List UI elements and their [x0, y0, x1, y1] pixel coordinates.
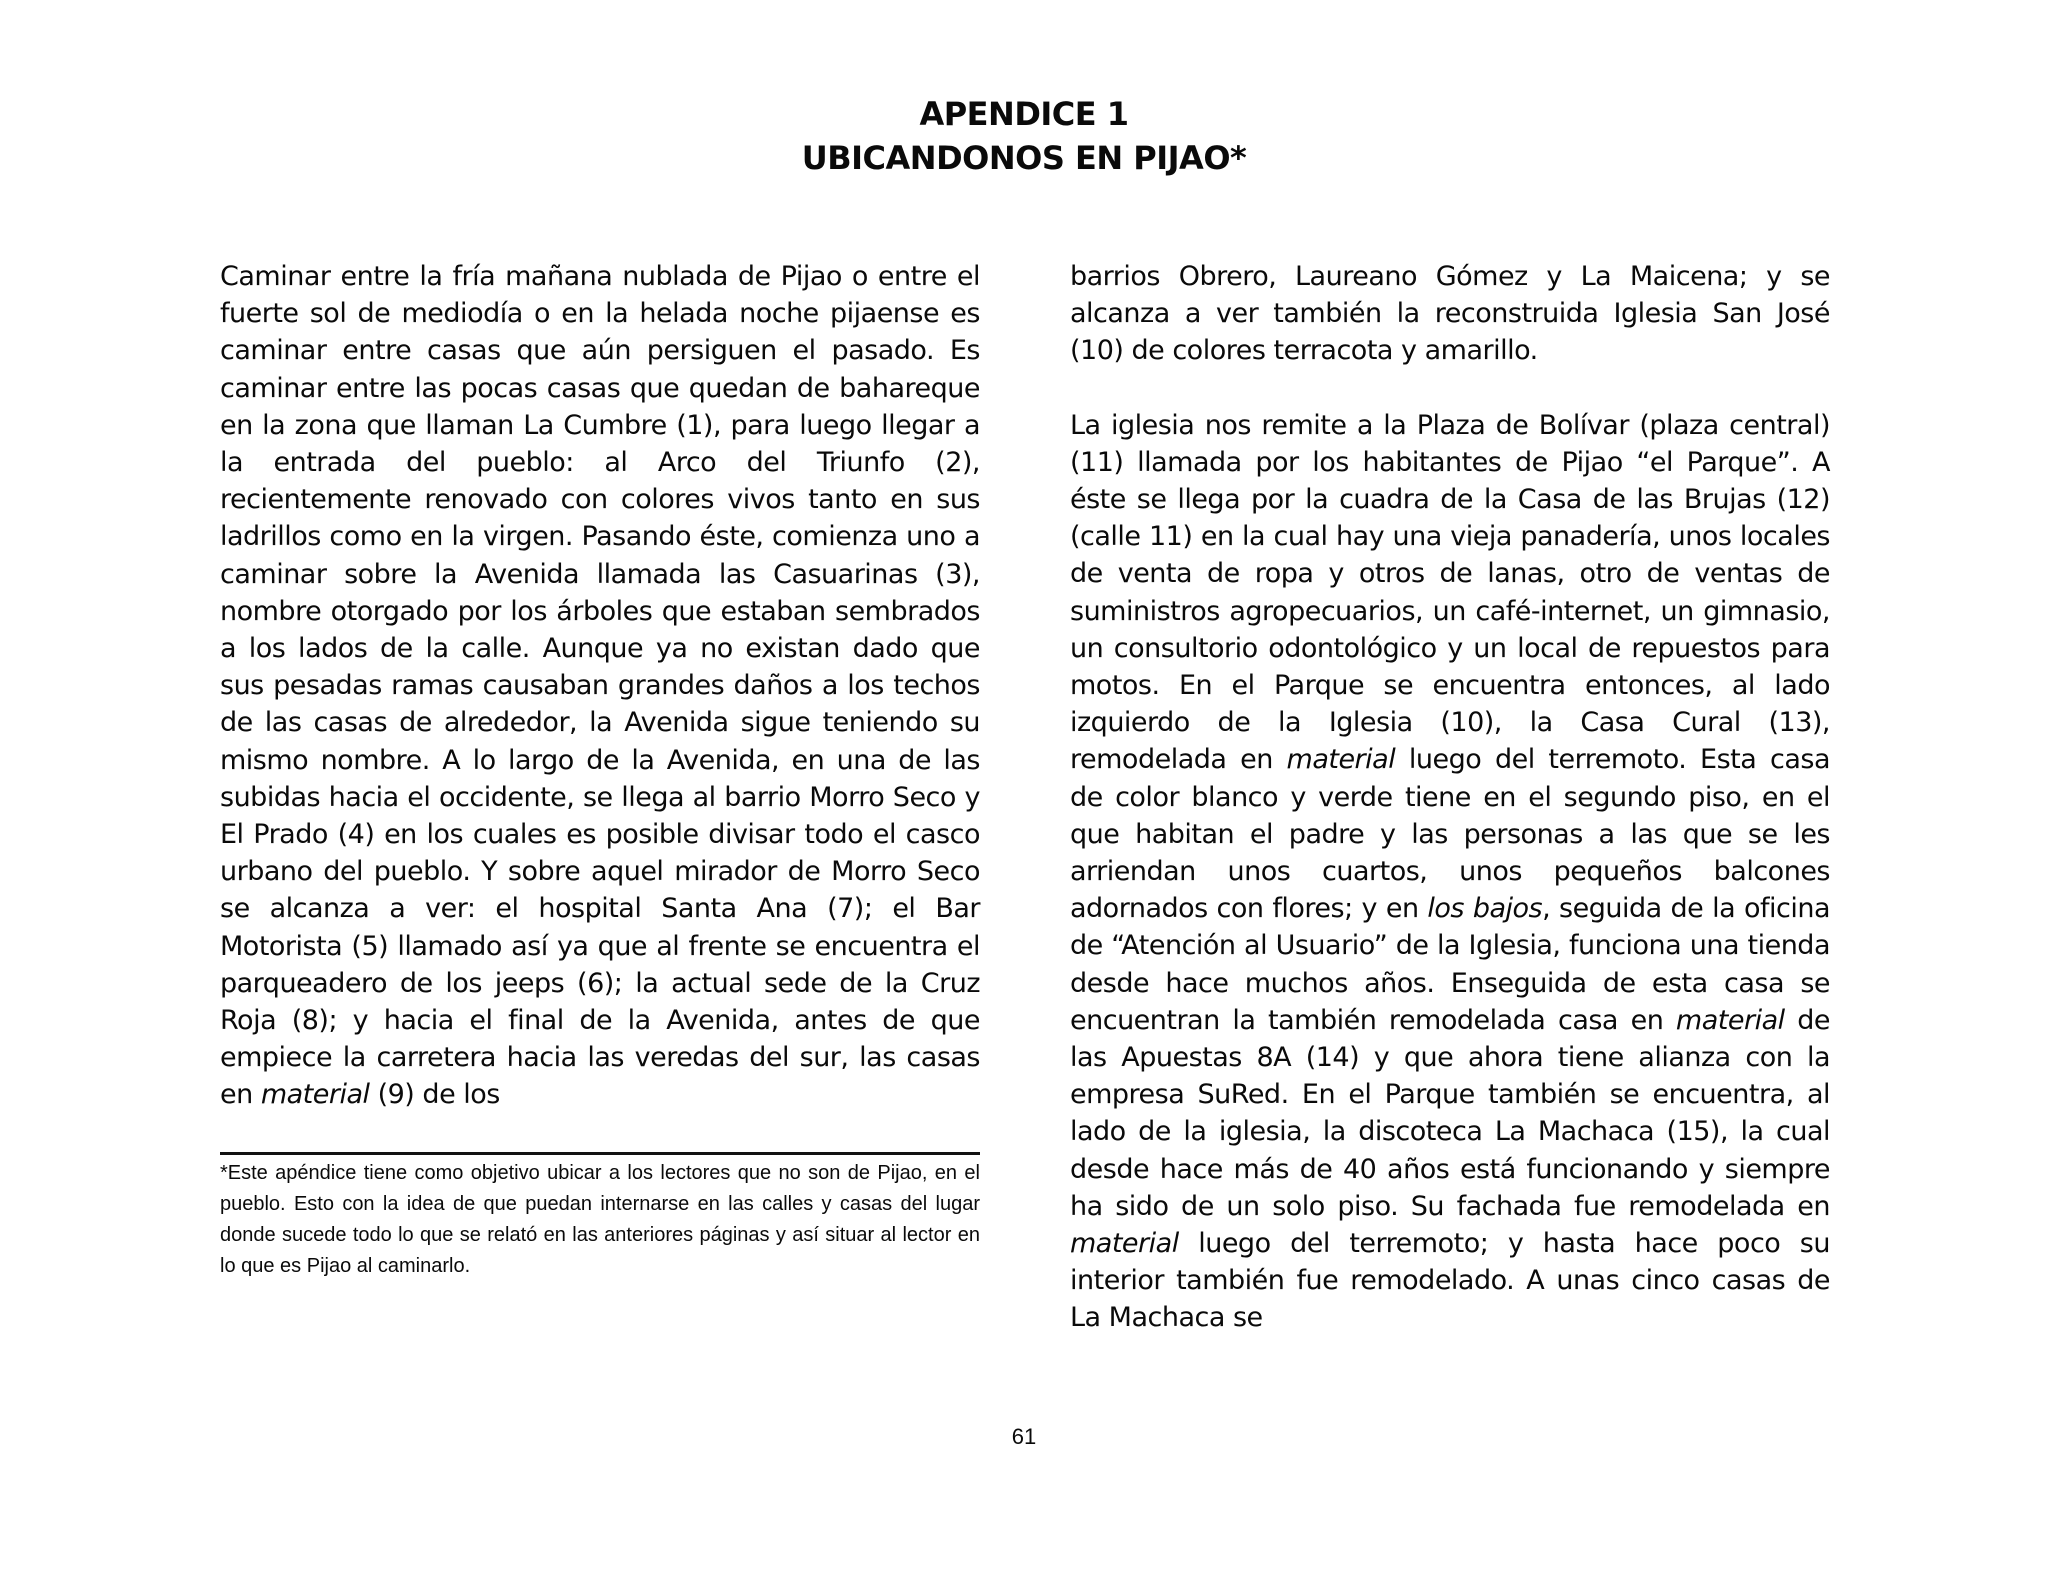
- appendix-heading: [0, 92, 2048, 180]
- text-run: La iglesia nos remite a la Plaza de Bolívar (plaza central) (11) llamada por los habitantes de Pijao “el Parque”. A éste se llega por la cuadra de la Casa de las Brujas (12) (calle 11) en la cual hay una vieja panadería, unos locales de venta de ropa y otros de lanas, otro de ventas de suministros agropecuarios, un café-internet, un gimnasio, un consultorio odontológico y un local de repuestos para motos. En el Parque se encuentra entonces, al lado izquierdo de la Iglesia (10), la Casa Cural (13), remodelada en: [1070, 409, 1830, 776]
- appendix-subtitle: UBICANDONOS EN PIJAO*: [801, 139, 1247, 177]
- text-run: (9) de los: [369, 1079, 500, 1111]
- italic-word: material: [1675, 1004, 1785, 1036]
- left-text-column: [220, 258, 980, 1114]
- appendix-number-title: APENDICE 1: [919, 95, 1129, 133]
- left-paragraph-1: [220, 258, 980, 1114]
- right-paragraph-1: [1070, 258, 1830, 370]
- text-run: , seguida de la oficina de “Atención al Usuario” de la Iglesia, funciona una tienda desde hace muchos años. Enseguida de esta casa se encuentran la también remodelada casa en: [1070, 893, 1830, 1036]
- text-run: luego del terremoto; y hasta hace poco su interior también fue remodelado. A unas cinco casas de La Machaca se: [1070, 1228, 1830, 1334]
- text-run: barrios Obrero, Laureano Gómez y La Maicena; y se alcanza a ver también la reconstruida Iglesia San José (10) de colores terracota y amarillo.: [1070, 261, 1830, 367]
- text-run: de las Apuestas 8A (14) y que ahora tiene alianza con la empresa SuRed. En el Parque también se encuentra, al lado de la iglesia, la discoteca La Machaca (15), la cual desde hace más de 40 años está funcionando y siempre ha sido de un solo piso. Su fachada fue remodelada en: [1070, 1004, 1830, 1222]
- italic-word: material: [1070, 1228, 1179, 1260]
- text-run: luego del terremoto. Esta casa de color blanco y verde tiene en el segundo piso, en el que habitan el padre y las personas a las que se les arriendan unos cuartos, unos pequeños balcones adornados con flores; y en: [1070, 744, 1830, 925]
- footnote-text: *Este apéndice tiene como objetivo ubicar a los lectores que no son de Pijao, en el pueblo. Esto con la idea de que puedan internarse en las calles y casas del lugar donde sucede todo lo que se relató en las anteriores páginas y así situar al lector en lo que es Pijao al caminarlo.: [220, 1162, 980, 1277]
- footnote-separator: [220, 1152, 980, 1155]
- italic-word: material: [260, 1079, 370, 1111]
- text-run: Caminar entre la fría mañana nublada de Pijao o entre el fuerte sol de mediodía o en la helada noche pijaense es caminar entre casas que aún persiguen el pasado. Es caminar entre las pocas casas que quedan de bahareque en la zona que llaman La Cumbre (1), para luego llegar a la entrada del pueblo: al Arco del Triunfo (2), recientemente renovado con colores vivos tanto en sus ladrillos como en la virgen. Pasando éste, comienza uno a caminar sobre la Avenida llamada las Casuarinas (3), nombre otorgado por los árboles que estaban sembrados a los lados de la calle. Aunque ya no existan dado que sus pesadas ramas causaban grandes daños a los techos de las casas de alrededor, la Avenida sigue teniendo su mismo nombre. A lo largo de la Avenida, en una de las subidas hacia el occidente, se llega al barrio Morro Seco y El Prado (4) en los cuales es posible divisar todo el casco urbano del pueblo. Y sobre aquel mirador de Morro Seco se alcanza a ver: el hospital Santa Ana (7); el Bar Motorista (5) llamado así ya que al frente se encuentra el parqueadero de los jeeps (6); la actual sede de la Cruz Roja (8); y hacia el final de la Avenida, antes de que empiece la carretera hacia las veredas del sur, las casas en: [220, 261, 980, 1111]
- page-number: 61: [1011, 1424, 1037, 1449]
- italic-word: los bajos: [1427, 893, 1543, 925]
- italic-word: material: [1286, 744, 1396, 776]
- right-paragraph-2: [1070, 407, 1830, 1337]
- right-text-column: [1070, 258, 1830, 1337]
